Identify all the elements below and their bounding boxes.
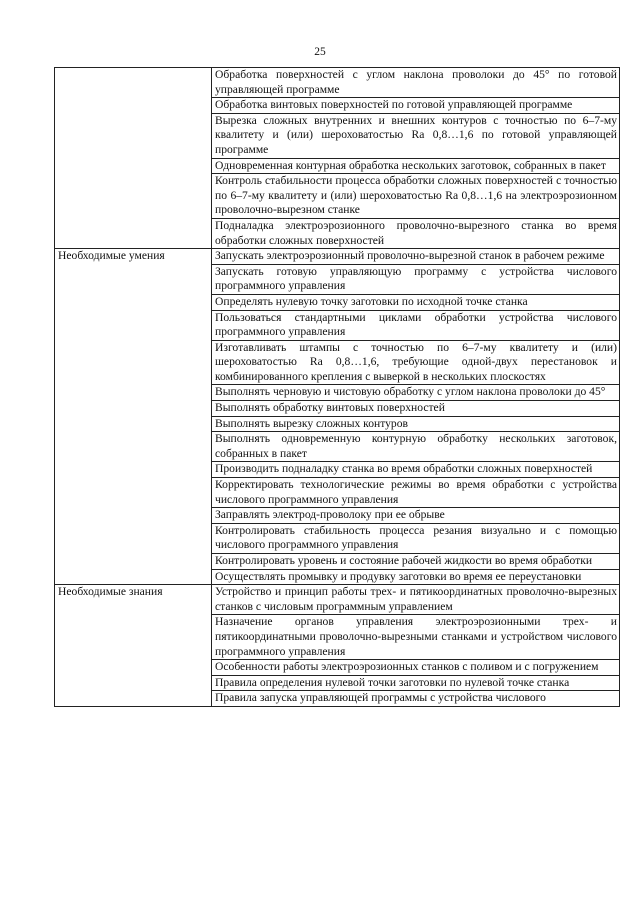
table-item: Правила определения нулевой точки заготовки по нулевой точке станка	[212, 675, 620, 691]
table-item: Вырезка сложных внутренних и внешних контуров с точностью по 6–7-му квалитету и (или) шероховатостью Ra 0,8…1,6 по готовой управляющей программе	[212, 113, 620, 158]
table-item: Осуществлять промывку и продувку заготовки во время ее переустановки	[212, 569, 620, 585]
table-item: Назначение органов управления электроэрозионными трех- и пятикоординатными проволочно-вырезными станками и устройством числового программного управления	[212, 615, 620, 660]
table-item: Обработка винтовых поверхностей по готовой управляющей программе	[212, 98, 620, 114]
table-item: Одновременная контурная обработка нескольких заготовок, собранных в пакет	[212, 158, 620, 174]
table-item: Выполнять одновременную контурную обработку нескольких заготовок, собранных в пакет	[212, 432, 620, 462]
table-item: Обработка поверхностей с углом наклона проволоки до 45° по готовой управляющей программе	[212, 68, 620, 98]
table-row	[55, 68, 620, 98]
page-number: 25	[314, 46, 326, 58]
table-item: Выполнять обработку винтовых поверхностей	[212, 401, 620, 417]
section-label: Необходимые умения	[55, 249, 212, 585]
table-row	[55, 585, 620, 615]
table-item: Контроль стабильности процесса обработки сложных поверхностей с точностью по 6–7-му квалитету и (или) шероховатостью Ra 0,8…1,6 на электроэрозионном проволочно-вырезном станке	[212, 174, 620, 219]
table-item: Пользоваться стандартными циклами обработки устройства числового программного управления	[212, 310, 620, 340]
table-item: Запускать готовую управляющую программу с устройства числового программного управления	[212, 264, 620, 294]
table-item: Контролировать уровень и состояние рабочей жидкости во время обработки	[212, 554, 620, 570]
section-label: Необходимые знания	[55, 585, 212, 707]
table-item: Подналадка электроэрозионного проволочно-вырезного станка во время обработки сложных поверхностей	[212, 218, 620, 248]
section-label	[55, 68, 212, 249]
table-item: Устройство и принцип работы трех- и пятикоординатных проволочно-вырезных станков с числовым программным управлением	[212, 585, 620, 615]
table-item: Производить подналадку станка во время обработки сложных поверхностей	[212, 462, 620, 478]
table-item: Выполнять черновую и чистовую обработку с углом наклона проволоки до 45°	[212, 385, 620, 401]
table-item: Изготавливать штампы с точностью по 6–7-му квалитету и (или) шероховатостью Ra 0,8…1,6, требующие одной-двух перестановок и комбинированного крепления с выверкой в нескольких плоскостях	[212, 340, 620, 385]
table-item: Выполнять вырезку сложных контуров	[212, 416, 620, 432]
table-item: Контролировать стабильность процесса резания визуально и с помощью числового программного управления	[212, 523, 620, 553]
table-item: Корректировать технологические режимы во время обработки с устройства числового программного управления	[212, 478, 620, 508]
table-item: Определять нулевую точку заготовки по исходной точке станка	[212, 294, 620, 310]
table-item: Заправлять электрод-проволоку при ее обрыве	[212, 508, 620, 524]
competency-table	[54, 67, 620, 707]
table-item: Особенности работы электроэрозионных станков с поливом и с погружением	[212, 660, 620, 676]
table-row	[55, 249, 620, 265]
table-body	[55, 68, 620, 707]
table-item: Запускать электроэрозионный проволочно-вырезной станок в рабочем режиме	[212, 249, 620, 265]
table-item: Правила запуска управляющей программы с устройства числового	[212, 691, 620, 707]
